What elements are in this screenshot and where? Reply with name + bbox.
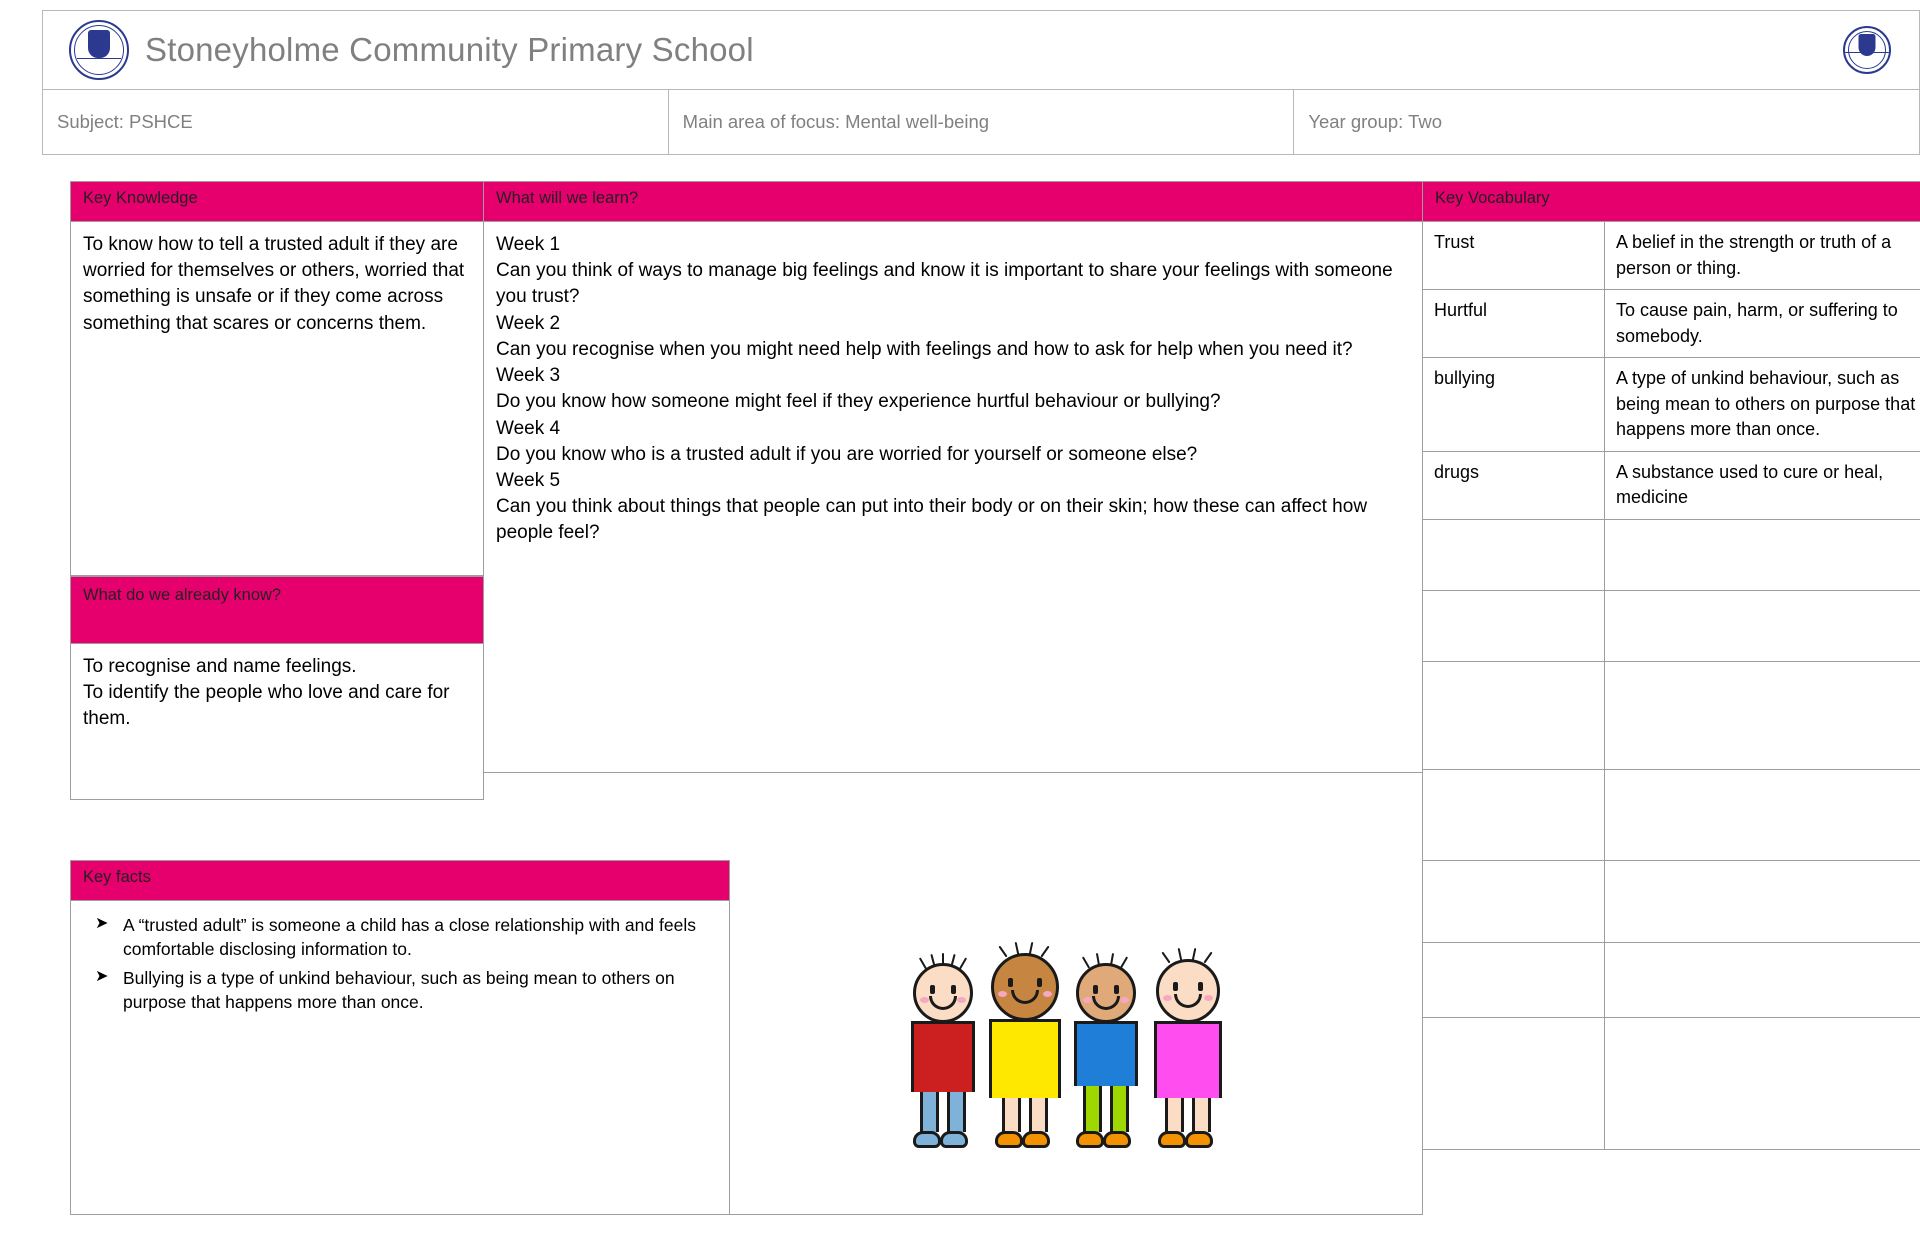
vocab-term: bullying xyxy=(1423,358,1605,452)
face xyxy=(1076,963,1136,1023)
page-title: Stoneyholme Community Primary School xyxy=(145,31,754,68)
vocab-definition: A belief in the strength or truth of a person or thing. xyxy=(1605,222,1920,290)
face xyxy=(1156,959,1220,1023)
vocab-definition xyxy=(1605,769,1920,860)
four-children-group-clipart xyxy=(911,922,1241,1152)
key-facts-body xyxy=(70,901,730,1215)
child-figure xyxy=(1074,963,1138,1148)
table-row xyxy=(1423,451,1920,519)
vocab-definition xyxy=(1605,942,1920,1017)
vocab-definition xyxy=(1605,519,1920,590)
legs xyxy=(1074,1086,1138,1132)
week-question: Do you know who is a trusted adult if you are worried for yourself or someone else? xyxy=(496,443,1198,465)
table-row xyxy=(1423,222,1920,290)
week-label: Week 2 xyxy=(496,312,561,334)
vocab-term xyxy=(1423,942,1605,1017)
vocabulary-extra-rows xyxy=(1422,860,1920,1150)
vocab-term xyxy=(1423,1017,1605,1149)
vocab-definition xyxy=(1605,860,1920,943)
school-crest-icon xyxy=(69,20,129,80)
table-row xyxy=(1423,769,1920,860)
table-row xyxy=(1423,942,1920,1017)
middle-column xyxy=(483,181,1423,773)
week-question: Do you know how someone might feel if they experience hurtful behaviour or bullying? xyxy=(496,391,1221,413)
what-will-we-learn-body xyxy=(483,222,1423,773)
vocab-definition xyxy=(1605,1017,1920,1149)
already-know-line-1: To recognise and name feelings. xyxy=(83,656,357,677)
shirt xyxy=(1074,1021,1138,1086)
child-figure xyxy=(911,963,975,1148)
list-item xyxy=(83,913,717,962)
vocab-definition: To cause pain, harm, or suffering to somebody. xyxy=(1605,290,1920,358)
key-vocabulary-heading: Key Vocabulary xyxy=(1422,181,1920,222)
shoes xyxy=(989,1132,1061,1148)
vocab-term xyxy=(1423,661,1605,769)
header-table xyxy=(42,10,1920,155)
shirt xyxy=(911,1021,975,1092)
vocab-definition: A substance used to cure or heal, medicine xyxy=(1605,451,1920,519)
vocab-term: drugs xyxy=(1423,451,1605,519)
table-row xyxy=(1423,519,1920,590)
main-content xyxy=(70,181,1920,861)
face xyxy=(913,963,973,1023)
table-row xyxy=(1423,661,1920,769)
shoes xyxy=(1074,1132,1138,1148)
child-figure xyxy=(989,953,1061,1148)
dress xyxy=(989,1019,1061,1098)
table-row xyxy=(1423,358,1920,452)
key-fact-text: Bullying is a type of unkind behaviour, such as being mean to others on purpose that happens more than once. xyxy=(123,967,675,1013)
key-facts-heading: Key facts xyxy=(70,860,730,901)
what-will-we-learn-heading: What will we learn? xyxy=(483,181,1423,222)
vocab-definition xyxy=(1605,590,1920,661)
list-item xyxy=(83,966,717,1015)
child-figure xyxy=(1154,959,1222,1148)
vocab-definition xyxy=(1605,661,1920,769)
shoes xyxy=(1154,1132,1222,1148)
vocab-term: Hurtful xyxy=(1423,290,1605,358)
vocab-term xyxy=(1423,769,1605,860)
week-question: Can you think about things that people can put into their body or on their skin; how these can affect how people feel? xyxy=(496,496,1368,544)
vocab-term: Trust xyxy=(1423,222,1605,290)
already-know-body xyxy=(70,644,484,800)
left-column xyxy=(70,181,484,800)
subject-cell: Subject: PSHCE xyxy=(43,90,669,155)
key-facts-column xyxy=(70,860,730,1215)
right-column xyxy=(1422,181,1920,861)
week-label: Week 3 xyxy=(496,365,561,387)
already-know-heading: What do we already know? xyxy=(70,576,484,644)
arrow-bullet-icon: ➤ xyxy=(95,967,109,985)
shoes xyxy=(911,1132,975,1148)
bottom-content xyxy=(70,860,1920,1215)
legs xyxy=(911,1092,975,1132)
week-label: Week 4 xyxy=(496,417,561,439)
key-knowledge-body: To know how to tell a trusted adult if they are worried for themselves or others, worried that something is unsafe or if they come across something that scares or concerns them. xyxy=(70,222,484,576)
dress xyxy=(1154,1021,1222,1098)
week-question: Can you recognise when you might need help with feelings and how to ask for help when you need it? xyxy=(496,338,1353,360)
year-group-cell: Year group: Two xyxy=(1294,90,1920,155)
vocab-term xyxy=(1423,519,1605,590)
already-know-line-2: To identify the people who love and care for them. xyxy=(83,682,450,730)
week-label: Week 1 xyxy=(496,234,561,255)
table-row xyxy=(1423,590,1920,661)
key-knowledge-heading: Key Knowledge xyxy=(70,181,484,222)
vocab-definition: A type of unkind behaviour, such as being mean to others on purpose that happens more than once. xyxy=(1605,358,1920,452)
key-fact-text: A “trusted adult” is someone a child has a close relationship with and feels comfortable disclosing information to. xyxy=(123,914,696,960)
legs xyxy=(989,1098,1061,1132)
school-title-cell xyxy=(43,11,1920,90)
week-question: Can you think of ways to manage big feelings and know it is important to share your feelings with someone you trust? xyxy=(496,260,1393,308)
vocab-term xyxy=(1423,860,1605,943)
arrow-bullet-icon: ➤ xyxy=(95,914,109,932)
key-vocabulary-extra-table xyxy=(1422,860,1920,1150)
school-crest-icon xyxy=(1843,26,1891,74)
table-row xyxy=(1423,860,1920,943)
table-row xyxy=(1423,1017,1920,1149)
focus-cell: Main area of focus: Mental well-being xyxy=(668,90,1294,155)
vocab-term xyxy=(1423,590,1605,661)
legs xyxy=(1154,1098,1222,1132)
face xyxy=(991,953,1059,1021)
key-facts-list xyxy=(83,913,717,1015)
illustration-cell xyxy=(729,860,1423,1215)
week-label: Week 5 xyxy=(496,469,561,491)
table-row xyxy=(1423,290,1920,358)
key-vocabulary-table xyxy=(1422,222,1920,861)
